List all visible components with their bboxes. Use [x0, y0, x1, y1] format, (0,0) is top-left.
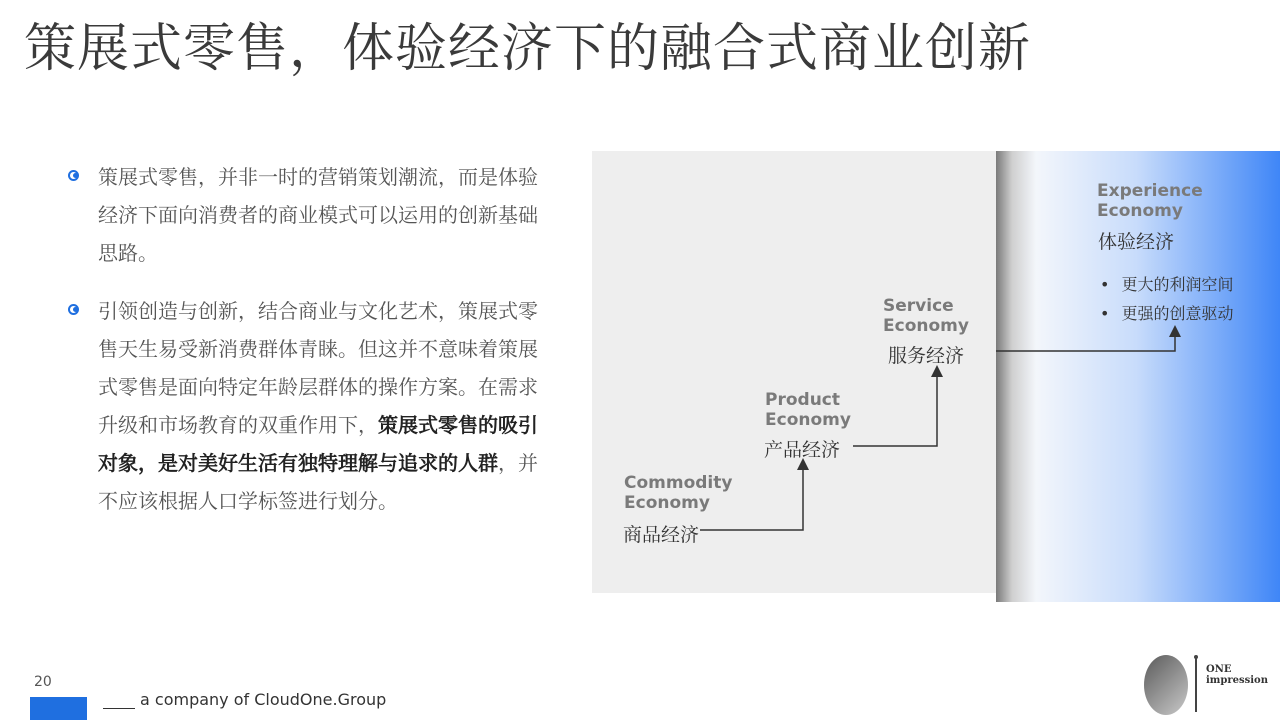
service-to-experience-arrow [996, 331, 1175, 351]
service-label-zh: 服务经济 [888, 345, 965, 367]
logo-oval-icon [1144, 655, 1188, 715]
footer-company: a company of CloudOne.Group [140, 690, 387, 709]
bullet-text-before: 引领创造与创新，结合商业与文化艺术，策展式零售天生易受新消费群体青睐。但这并不意味着策展式零售是面向特定年龄层群体的操作方案。在需求升级和市场教育的双重作用下， [98, 299, 538, 437]
product-to-service-arrow [853, 371, 937, 446]
product-label-zh: 产品经济 [764, 439, 841, 461]
logo-bar-icon [1195, 658, 1197, 712]
bullet-text: 策展式零售，并非一时的营销策划潮流，而是体验经济下面向消费者的商业模式可以运用的创新基础思路。 [98, 165, 538, 265]
experience-label-en: Experience Economy [1097, 181, 1203, 221]
list-item: • 更大的利润空间 [1100, 270, 1233, 299]
list-item: • 更强的创意驱动 [1100, 299, 1233, 328]
experience-points [1100, 270, 1233, 328]
commodity-label-en: Commodity Economy [624, 473, 733, 513]
service-label-en: Service Economy [883, 296, 969, 336]
footer-accent-block [30, 697, 87, 720]
page-title: 策展式零售，体验经济下的融合式商业创新 [24, 19, 1032, 79]
commodity-label-zh: 商品经济 [623, 524, 700, 546]
footer-divider [103, 708, 135, 709]
page-number: 20 [34, 674, 52, 690]
logo-text: ONE impression [1206, 664, 1269, 686]
bullet-text-after: ，并不应该根据人口学标签进行划分。 [98, 451, 538, 513]
product-label-en: Product Economy [765, 390, 851, 430]
experience-label-zh: 体验经济 [1098, 231, 1175, 253]
bullet-text-bold: 策展式零售的吸引对象，是对美好生活有独特理解与追求的人群 [98, 413, 538, 475]
